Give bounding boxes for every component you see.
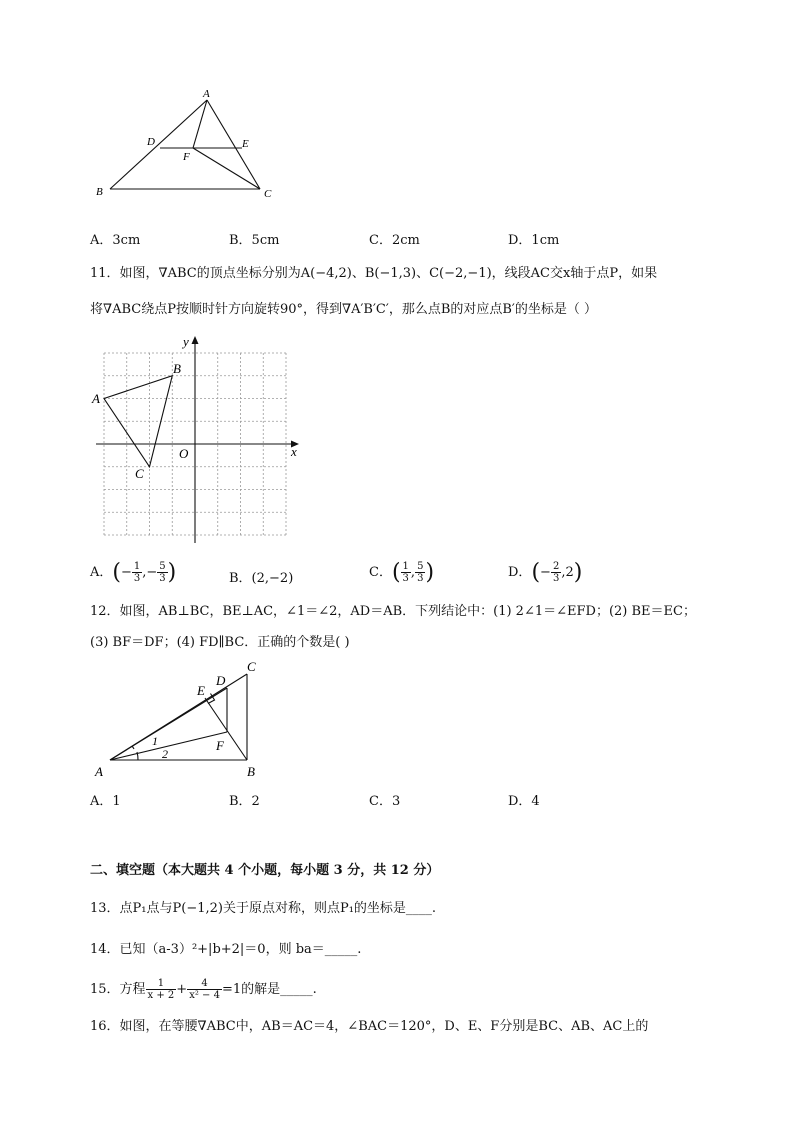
y-axis-label: y [183, 334, 189, 349]
q11-option-b: B．(2,−2) [229, 571, 294, 586]
q10-option-b: B．5cm [229, 233, 280, 248]
point-C-label: C [135, 466, 144, 481]
q14-stem: 14．已知（a-3）²+|b+2|＝0，则 ba＝_____. [90, 942, 362, 957]
coordinate-graph-q11 [90, 330, 310, 550]
point-B-label: B [173, 361, 181, 376]
q11-option-d: D．(− $\frac{2}{3}$ ,2) [508, 560, 583, 585]
q12-option-d: D．4 [508, 794, 540, 809]
q10-option-a: A．3cm [90, 233, 141, 248]
origin-label: O [179, 446, 189, 461]
q10-option-d: D．1cm [508, 233, 560, 248]
angle-2-label: 2 [162, 747, 168, 761]
label-B: B [247, 764, 255, 779]
q12-option-c: C．3 [369, 794, 401, 809]
q12-stem-line1: 12．如图，AB⊥BC，BE⊥AC，∠1＝∠2，AD＝AB．下列结论中：(1) 2∠1＝∠EFD；(2) BE＝EC； [90, 604, 696, 619]
angle-1-label: 1 [152, 734, 158, 748]
label-C: C [247, 659, 256, 674]
q12-stem-line2: (3) BF＝DF；(4) FD∥BC．正确的个数是( ) [90, 635, 350, 650]
label-A: A [203, 88, 210, 100]
label-D: D [147, 136, 155, 148]
x-axis-label: x [291, 444, 297, 459]
triangle-figure-q10 [90, 88, 290, 208]
label-B: B [96, 186, 103, 198]
q12-option-b: B．2 [229, 794, 260, 809]
q10-option-c: C．2cm [369, 233, 420, 248]
label-A: A [95, 764, 103, 779]
q11-stem-line1: 11．如图，∇ABC的顶点坐标分别为A(−4,2)、B(−1,3)、C(−2,−1)，线段AC交x轴于点P，如果 [90, 266, 658, 281]
label-F: F [183, 151, 190, 163]
triangle-figure-q12 [90, 656, 280, 784]
label-E: E [197, 683, 205, 698]
label-F: F [216, 738, 224, 753]
q11-option-c: C．( $\frac{1}{3}$ , $\frac{5}{3}$ ) [369, 560, 435, 585]
label-D: D [216, 673, 226, 688]
q11-stem-line2: 将∇ABC绕点P按顺时针方向旋转90°，得到∇A′B′C′，那么点B的对应点B′的坐标是（ ） [90, 302, 598, 317]
q13-stem: 13．点P₁点与P(−1,2)关于原点对称，则点P₁的坐标是____. [90, 901, 437, 916]
q11-option-a: A．(− $\frac{1}{3}$ ,− $\frac{5}{3}$ ) [90, 560, 177, 585]
label-C: C [264, 188, 272, 200]
q12-option-a: A．1 [90, 794, 121, 809]
point-A-label: A [92, 391, 100, 406]
q16-stem: 16．如图，在等腰∇ABC中，AB＝AC＝4，∠BAC＝120°，D、E、F分别是BC、AB、AC上的 [90, 1019, 649, 1034]
label-E: E [242, 138, 249, 150]
section-heading-fill-in: 二、填空题（本大题共 4 个小题，每小题 3 分，共 12 分） [90, 863, 440, 878]
q15-stem: 15．方程 $\frac{1}{x + 2}$ + $\frac{4}{\text{x² − 4}}$ =1的解是_____. [90, 978, 317, 1001]
